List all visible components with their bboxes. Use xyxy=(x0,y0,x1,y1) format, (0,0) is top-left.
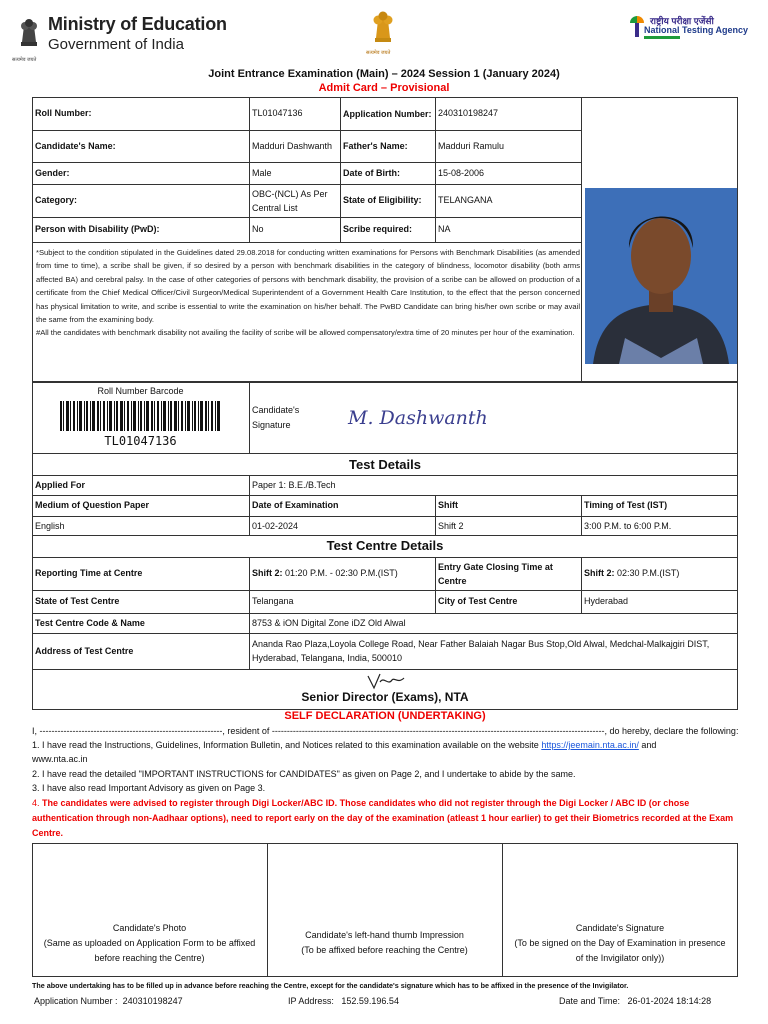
pwbd-note-paragraph-2: #All the candidates with benchmark disability not availing the facility of scribe will be allowed compensatory/extra time of 20 minutes per hour of the examination. xyxy=(36,328,575,338)
footer-app-label: Application Number : xyxy=(34,996,118,1006)
exam-title: Joint Entrance Examination (Main) – 2024 Session 1 (January 2024) xyxy=(208,68,560,80)
pwd-value: No xyxy=(252,224,264,234)
gate-time: 02:30 P.M.(IST) xyxy=(617,568,680,578)
applied-for-label: Applied For xyxy=(35,479,85,490)
nta-logo xyxy=(630,14,760,50)
centre-state-value: Telangana xyxy=(252,596,294,606)
barcode-text: TL01047136 xyxy=(104,433,177,448)
father-name-label: Father's Name: xyxy=(343,140,408,151)
declaration-line-4-number: 4. xyxy=(32,798,40,808)
signature-affix-title: Candidate's Signature xyxy=(575,923,665,933)
center-emblem xyxy=(366,6,398,56)
scribe-label: Scribe required: xyxy=(343,224,413,234)
medium-value: English xyxy=(35,520,65,531)
emblem-motto: सत्यमेव जयते xyxy=(12,57,37,63)
roll-number-label: Roll Number: xyxy=(35,108,92,118)
signature-affix-box xyxy=(502,921,738,966)
category-value: OBC-(NCL) As Per Central List xyxy=(252,188,328,213)
dob-value: 15-08-2006 xyxy=(438,167,485,178)
ministry-logo xyxy=(12,12,232,63)
father-name-value: Madduri Ramulu xyxy=(438,140,505,151)
scribe-value: NA xyxy=(438,224,451,234)
candidate-photo-image xyxy=(585,188,737,364)
shift-label: Shift xyxy=(438,500,458,510)
footer-ip-address xyxy=(288,996,399,1006)
national-emblem-icon xyxy=(12,12,46,56)
footer-app-value: 240310198247 xyxy=(122,996,183,1006)
centre-code-label: Test Centre Code & Name xyxy=(35,617,145,628)
pwbd-note xyxy=(36,246,580,340)
gate-shift: Shift 2: xyxy=(584,568,615,578)
photo-affix-title: Candidate's Photo xyxy=(112,923,187,933)
application-number-label: Application Number: xyxy=(343,108,432,119)
declaration-line-2: 2. I have read the detailed "IMPORTANT INSTRUCTIONS for CANDIDATES" as given on Page 2, and I undertake to abide by the same. xyxy=(32,769,576,779)
pwbd-note-paragraph-1: *Subject to the condition stipulated in the Guidelines dated 29.08.2018 for conducting written examinations for Persons with Benchmark Disabilities (as amended from time to time), a scribe shall be given, if so desired by a person with benchmark disabilities in the category of blindness, locomotor disability (both arms affected BA) and cerebral palsy. In the case of other categories of persons with benchmark disability, the provision of a scribe can be allowed on production of a certificate from the Chief Medical Officer/Civil Surgeon/Medical Superintendent of a Government Health Care Institution, to the effect that the person concerned has physical limitation to write, and scribe is essential to write the examination on his/her behalf. The PwBD Candidate can bring his/her own scribe or may avail the same from the examining body. xyxy=(36,248,580,325)
roll-number-barcode xyxy=(60,401,220,431)
declaration-line-0: I, -------------------------------------------------------------, resident of ---------------------------------------------------------------------------------------------------------------, do hereby, declare the following: xyxy=(32,726,739,736)
nta-hindi-name: राष्ट्रीय परीक्षा एजेंसी xyxy=(650,16,714,26)
barcode-label: Roll Number Barcode xyxy=(97,385,184,396)
photo-affix-subtitle: (Same as uploaded on Application Form to be affixed before reaching the Centre) xyxy=(43,938,256,963)
footer-ip-label: IP Address: xyxy=(288,996,334,1006)
center-emblem-motto: सत्यमेव जयते xyxy=(366,50,391,56)
director-signature-icon xyxy=(366,672,406,690)
category-label: Category: xyxy=(35,195,78,205)
dob-label: Date of Birth: xyxy=(343,167,400,178)
test-centre-title: Test Centre Details xyxy=(326,538,444,553)
signature-label: Candidate's Signature xyxy=(252,405,300,430)
timing-value: 3:00 P.M. to 6:00 P.M. xyxy=(584,520,672,531)
state-eligibility-value: TELANGANA xyxy=(438,195,493,205)
gate-closing-label: Entry Gate Closing Time at Centre xyxy=(438,561,553,586)
medium-label: Medium of Question Paper xyxy=(35,500,150,510)
roll-number-value: TL01047136 xyxy=(252,108,303,118)
centre-address-label: Address of Test Centre xyxy=(35,645,134,656)
centre-code-value: 8753 & iON Digital Zone iDZ Old Alwal xyxy=(252,617,406,628)
reporting-time-value xyxy=(249,557,435,590)
jeemain-website-link[interactable]: https://jeemain.nta.ac.in/ xyxy=(541,740,639,750)
declaration-line-1-text: 1. I have read the Instructions, Guidelines, Information Bulletin, and Notices related to this examination available on the website xyxy=(32,740,539,750)
declaration-title: SELF DECLARATION (UNDERTAKING) xyxy=(284,710,486,722)
signature-affix-subtitle: (To be signed on the Day of Examination in presence of the Invigilator only)) xyxy=(514,938,726,963)
ministry-name: Ministry of Education xyxy=(48,14,227,34)
thumb-affix-subtitle: (To be affixed before reaching the Centre) xyxy=(301,945,468,955)
application-number-value: 240310198247 xyxy=(438,108,499,118)
header xyxy=(0,0,768,66)
reporting-time-label: Reporting Time at Centre xyxy=(35,568,143,578)
declaration-line-1-and: and xyxy=(641,740,657,750)
declaration-line-4 xyxy=(32,796,738,841)
footer-dt-value: 26-01-2024 18:14:28 xyxy=(627,996,712,1006)
centre-city-label: City of Test Centre xyxy=(438,596,518,606)
government-name: Government of India xyxy=(48,36,184,53)
state-eligibility-label: State of Eligibility: xyxy=(343,195,422,205)
test-details-title: Test Details xyxy=(348,457,421,472)
thumb-affix-box xyxy=(267,928,502,958)
candidate-name-label: Candidate's Name: xyxy=(35,140,116,151)
shift-value: Shift 2 xyxy=(438,520,464,531)
centre-state-label: State of Test Centre xyxy=(35,596,120,606)
footer-date-time xyxy=(559,996,711,1006)
date-of-exam-label: Date of Examination xyxy=(252,500,339,510)
reporting-time: 01:20 P.M. - 02:30 P.M.(IST) xyxy=(285,568,398,578)
gate-closing-value xyxy=(581,557,738,590)
gender-label: Gender: xyxy=(35,167,70,178)
pwd-label: Person with Disability (PwD): xyxy=(35,224,160,234)
thumb-affix-title: Candidate's left-hand thumb Impression xyxy=(305,930,464,940)
timing-label: Timing of Test (IST) xyxy=(584,500,668,510)
candidate-name-value: Madduri Dashwanth xyxy=(252,141,333,151)
nta-green-bar xyxy=(644,36,680,39)
admit-card-title: Admit Card – Provisional xyxy=(318,82,450,94)
declaration-line-4-text: The candidates were advised to register through Digi Locker/ABC ID. Those candidates who did not register through the Digi Locker / ABC ID (or chose authentication through non-Aadhaar options), need to report early on the day of the examination (atleast 1 hour earlier) to get their Biometrics recorded at the Exam Centre. xyxy=(32,798,734,838)
centre-city-value: Hyderabad xyxy=(584,596,629,606)
declaration-line-1-website: www.nta.ac.in xyxy=(32,754,88,764)
undertaking-note: The above undertaking has to be filled up in advance before reaching the Centre, except for the candidate's signature which has to be affixed in the presence of the Invigilator. xyxy=(32,981,629,990)
candidate-signature: M. Dashwanth xyxy=(348,406,488,429)
footer-dt-label: Date and Time: xyxy=(559,996,621,1006)
footer-application-number xyxy=(34,996,183,1006)
reporting-shift: Shift 2: xyxy=(252,568,283,578)
nta-english-name: National Testing Agency xyxy=(644,25,749,35)
date-of-exam-value: 01-02-2024 xyxy=(252,520,299,531)
director-title: Senior Director (Exams), NTA xyxy=(301,690,469,704)
gender-value: Male xyxy=(252,167,272,178)
applied-for-value: Paper 1: B.E./B.Tech xyxy=(252,479,336,490)
national-emblem-gold-icon xyxy=(368,6,398,50)
declaration-line-1 xyxy=(32,738,742,752)
declaration-line-3: 3. I have also read Important Advisory as given on Page 3. xyxy=(32,783,266,793)
nta-mark-icon xyxy=(630,16,644,38)
photo-affix-box xyxy=(32,921,267,966)
centre-address-value: Ananda Rao Plaza,Loyola College Road, Near Father Balaiah Nagar Bus Stop,Old Alwal, Medchal-Malkajgiri DIST, Hyderabad, Telangana, India, 500010 xyxy=(252,639,710,663)
footer-ip-value: 152.59.196.54 xyxy=(341,996,399,1006)
candidate-photo xyxy=(585,188,737,364)
